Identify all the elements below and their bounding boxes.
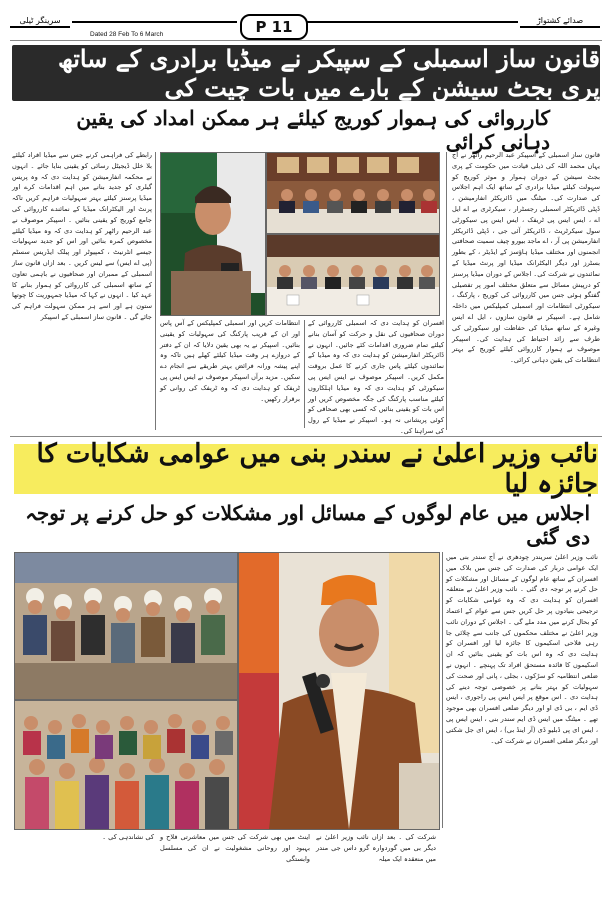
meeting-hall-bottom-photo [266,234,440,316]
crowd-bottom-photo [14,700,238,830]
masthead-divider [10,40,602,41]
story1-column-mid: افسران کو ہدایت دی کہ اسمبلی کارروائی کے دوران صحافیوں کی نقل و حرکت کو آسان بنانے کیلئے تمام ضروری اقدامات کئے جائیں۔ انہوں نے ڈائریکٹر انفارمیشن کو ہدایت دی کہ وہ میڈیا کے نمائندوں کیلئے پاس جاری کرنے کا عمل بروقت مکمل کریں۔ اسپیکر موصوف نے ایس ایس پی سیکورٹی کو ہدایت دی کہ وہ میڈیا اہلکاروں کیلئے مناسب پارکنگ کی جگہ مخصوص کریں اور اس بات کو یقینی بنائیں کہ کسی بھی صحافی کو کوئی پریشانی نہ ہو۔ اسپیکر نے میڈیا کے رول کی سراہنا کی۔ [308,319,444,435]
issue-date: Dated 28 Feb To 6 March [90,31,164,38]
story2-column-mid2: اینٹ میں بھی شرکت کی جس میں معاشرتی فلاح و بہبود اور روحانی مشغولیت نے ان کی مسلسل وابستگی [160,833,310,863]
masthead-rule-left [72,21,237,23]
story1-headline: قانون ساز اسمبلی کے سپیکر نے میڈیا برادری کے ساتھ پری بجٹ سیشن کے بارے میں بات چیت کی [12,45,600,101]
page-number-badge: P 11 [240,14,308,40]
masthead-right-title: صدائے کشتواڑ [520,14,600,28]
story1-subheadline: کارروائی کی ہموار کوریج کیلئے ہر ممکن امداد کی یقین دہانی کرائی [76,106,550,154]
story2-headline: نائب وزیر اعلیٰ نے سندر بنی میں عوامی شکایات کا جائزہ لیا [14,444,598,494]
deputy-cm-speaking-photo [238,552,440,830]
story1-column-left: رابطے کی فراہمی کرنے جس سے میڈیا افراد کیلئے بلا خلل ڈیجیٹل رسائی کو یقینی بنایا جائے ۔ انہوں نے محکمہ انفارمیشن کو ہدایت دی کہ وہ پریس گیلری کو جدید بنانے میں اہم اقدامات کرے اور میڈیا پرسنز کیلئے بہتر سہولیات فراہم کریں تاکہ پرنٹ اور الیکٹرانک میڈیا کے نمائندے کارروائی کی جامع کوریج کو یقینی بنائیں ۔ اسپیکر موصوف نے عبد الرحیم راٹھر کو ہدایت دی کہ وہ میڈیا کیلئے مخصوص کمرہ بنائیں اور اس کو جدید سہولیات جیسے انٹرنیٹ ، کمپیوٹر اور پبلک ایڈریس سسٹم (پی اے ایس) سے لیس کریں ۔ بعد ازاں قانون ساز اسمبلی کے ممبران اور صحافیوں نے باہمی تعاون کے ساتھ اسمبلی کی کارروائی کو ہموار بنانے کا عہد کیا ۔ انہوں نے کہا کہ میڈیا جمہوریت کا چوتھا ستون ہے اور اسے ہر ممکن سہولت فراہم کی جائے گی ۔ قانون ساز اسمبلی کے اسپیکر [12,151,152,321]
section-divider [10,436,602,437]
column-divider [304,320,305,428]
column-divider [446,152,447,430]
masthead-rule-right [306,21,518,23]
column-divider [155,152,156,430]
masthead-left-title: سرینگر ٹیلی [10,14,70,28]
crowd-top-photo [14,552,238,700]
story2-column-left: کی نشاندہی کی ۔ [102,833,154,841]
speaker-portrait-photo [160,152,266,316]
story1-column-right: قانون ساز اسمبلی کے اسپیکر عبد الرحیم راٹھر نے آج یہاں محمد اللہ کی ذیلی قیادت میں حکومت کے پری بجٹ سیشن کے دوران ہموار و موثر کوریج کو سہولت کیلئے میڈیا برادری کے ساتھ ایک اہم اجلاس کی صدارت کی۔ میٹنگ میں ڈائریکٹر انفارمیشن ، ڈپٹی ڈائریکٹر اسمبلی رجسٹرار ، سیکرٹری بے اے ایل اے ، ایس ایس پی ٹریفک ، ایس ایس پی سیکورٹی سول سیکرٹریٹ ، ڈائریکٹر آئی جی ، ڈپٹی ڈائریکٹر انفارمیشن پی آر ، اے ماجد بیورو چیف سمیت صحافتی انجمنوں اور مختلف میڈیا ہاؤسز کے ایڈیٹر ، کے بطور بسٹرز اور دیگر الیکٹرانک میڈیا اور پرنٹ میڈیا کے نمائندوں نے شرکت کی۔ اجلاس کے دوران میڈیا پرسنز کو درپیش مسائل سے متعلق مختلف امور پر تفصیلی گفتگو ہوئی جس میں کارروائی کی کوریج ، پارکنگ ، سیکورٹی انتظامات اور اسمبلی کمپلیکس میں داخلہ شامل ہے۔ اسپیکر نے قانون سازوں ، ایل اے ایس وغیرہ کے ساتھ میڈیا کی حفاظت اور سیکورٹی کی طرف سے زائد احتیاط کی ہدایت کی۔ اسپیکر موصوف نے ہموار کارروائی کیلئے کوریج کے بہتر انتظامات کی یقین دہانی کرائی۔ [452,151,600,365]
story2-subheadline: اجلاس میں عام لوگوں کے مسائل اور مشکلات کو حل کرنے پر توجہ دی گئی [25,501,590,549]
meeting-hall-top-photo [266,152,440,234]
column-divider [442,552,443,828]
story2-column-right: نائب وزیر اعلیٰ سریندر چودھری نے آج سندر بنی میں ایک عوامی دربار کی صدارت کی جس میں بلاک میں افسران کے ساتھ عام لوگوں کے مسائل اور مشکلات کو حل کرنے پر توجہ دی گئی ۔ نائب وزیر اعلیٰ نے متعلقہ افسران کو ہدایت دی کہ وہ عوامی شکایات کو ترجیحی بنیادوں پر حل کریں جس سے عوام کے اعتماد کو بحال کرنے میں مدد ملے گی ۔ اجلاس کے دوران نائب وزیر اعلیٰ نے مختلف محکموں کی جانب سے چلائی جا رہی فلاحی اسکیموں کا جائزہ لیا اور افسران کو ہدایت دی کہ وہ اس بات کو یقینی بنائیں کہ ان اسکیموں کا فائدہ مستحق افراد تک پہنچے ۔ انہوں نے ضلعی انتظامیہ کو سڑکوں ، بجلی ، پانی اور صحت کی سہولیات کو بہتر بنانے پر خصوصی توجہ دینے کی ہدایت دی ۔ اس موقع پر ایس ایس پی راجوری ، ایس ڈی ایم ، بی ڈی او اور دیگر ضلعی افسران بھی موجود تھے ۔ میٹنگ میں ایس ڈی ایم سندر بنی ، ایس ایس پی ، ایس ای پی ڈبلیو ڈی (آر اینڈ بی) ، ایس ای جل شکتی اور دیگر ضلعی افسران نے شرکت کی۔ [446,553,598,745]
story2-column-mid: شرکت کی ۔ بعد ازاں نائب وزیر اعلیٰ نے دیگر بی میں گوردوارہ گرو داس جی مندر میں منعقدہ ایک میلہ [316,833,436,863]
story1-column-mid2: انتظامات کریں اور اسمبلی کمپلیکس کے آس پاس اور ان کے قریب پارکنگ کی سہولیات کو یقینی بنائیں۔ اسپیکر نے یہ بھی یقین دلایا کہ ان کے دفتر کے دروازے ہر وقت میڈیا کیلئے کھلے ہیں تاکہ وہ اپنے پیشہ ورانہ فرائض بہتر طریقے سے انجام دے سکیں۔ مزید برآں اسپیکر موصوف نے ایس ایس پی ٹریفک کو ہدایت دی کہ وہ ٹریفک کی روانی کو برقرار رکھیں۔ [160,319,300,403]
